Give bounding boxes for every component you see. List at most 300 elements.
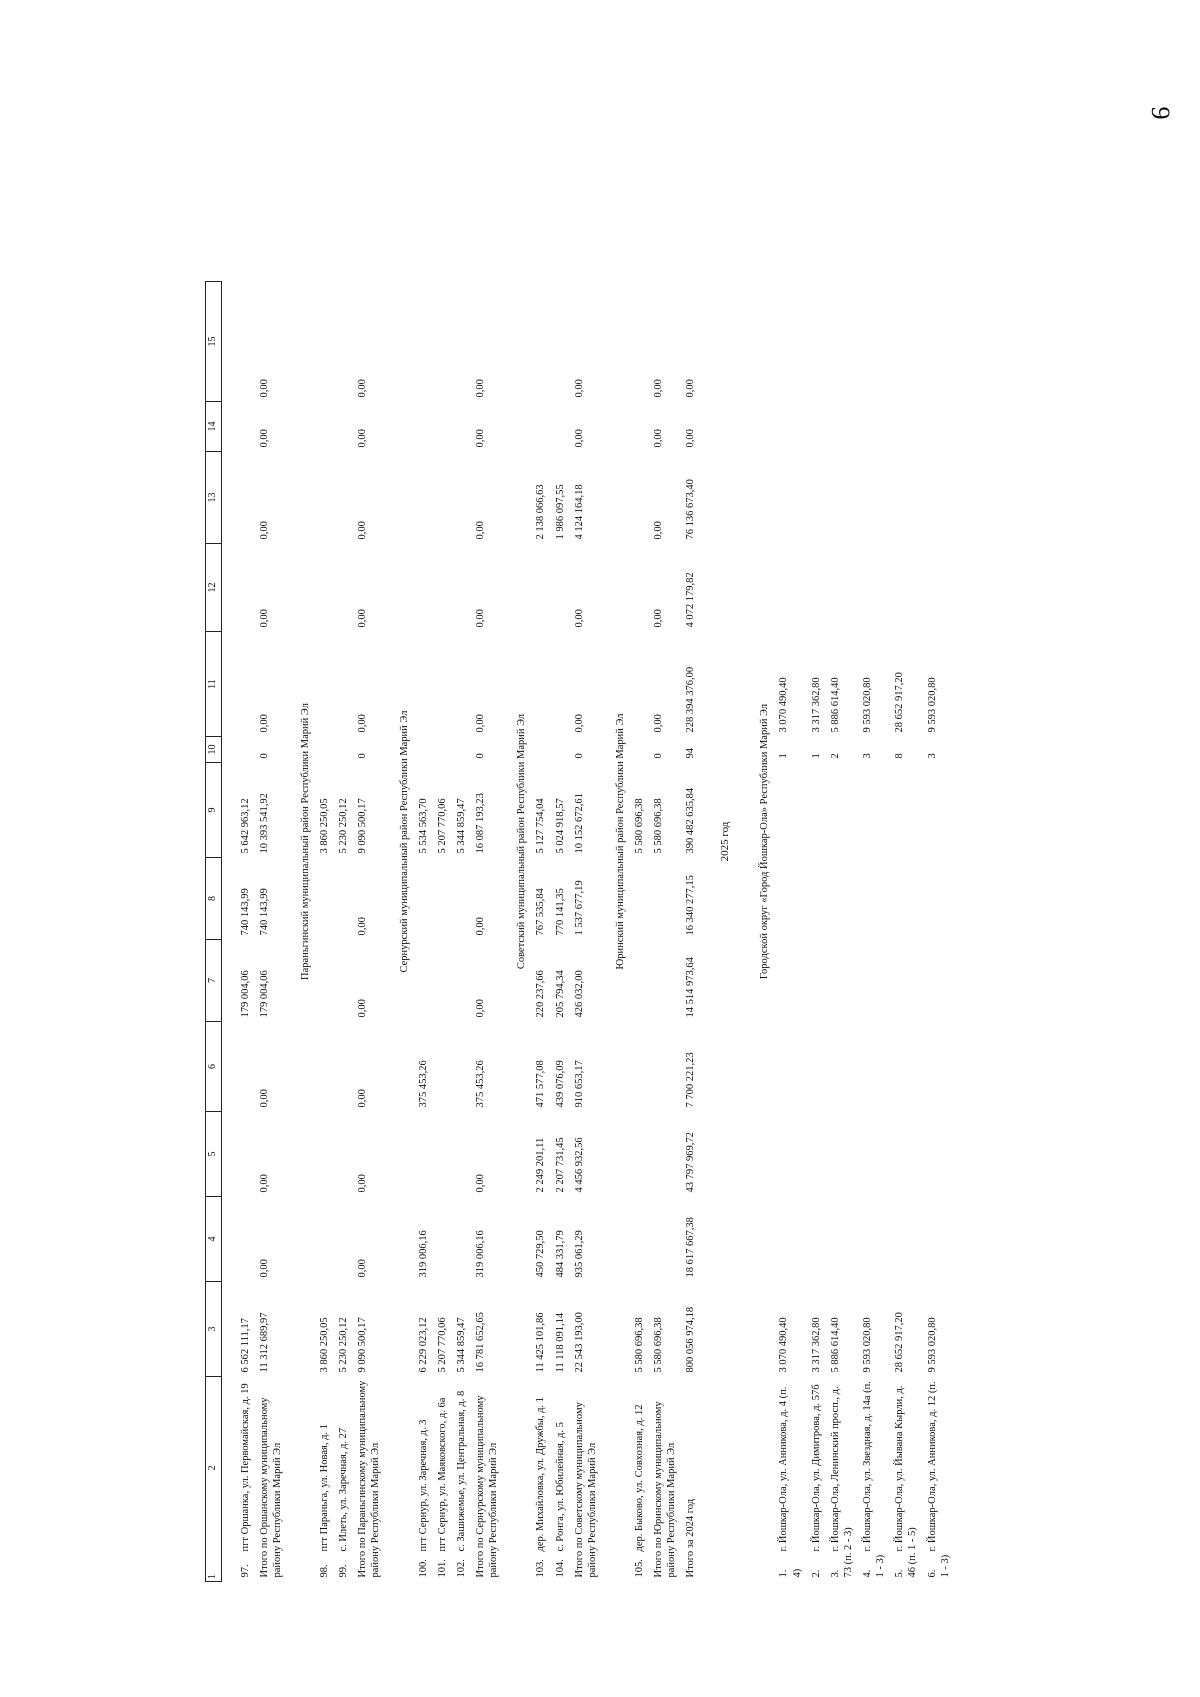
value-cell-col-6: 7 700 221,23: [685, 1052, 697, 1108]
address-cell: Итого за 2024 год: [685, 1498, 697, 1578]
value-cell-col-8: [923, 858, 955, 940]
value-cell-col-11: 9 593 020,80: [926, 677, 938, 733]
address-cell: [414, 1377, 433, 1582]
header-cell: 15: [206, 282, 222, 402]
spacer-cell: [221, 102, 236, 1582]
value-cell-col-4: [858, 1197, 890, 1282]
value-cell-col-3: 11 118 091,14: [554, 1312, 566, 1373]
column-number-header: [206, 102, 222, 1582]
value-cell-col-11: [334, 632, 353, 737]
value-cell-col-8: 16 340 277,15: [685, 875, 697, 936]
year-heading: 2025 год: [718, 821, 731, 862]
value-cell-col-15: [807, 282, 826, 402]
table-row: [774, 102, 806, 1582]
value-cell-col-14: 0,00: [357, 429, 369, 448]
address-text: г. Йошкар-Ола, Ленинский просп., д. 73 (п. 2 - 3): [829, 1386, 854, 1578]
value-cell-col-13: 1 986 097,55: [554, 484, 566, 540]
address-text: с. Ронга, ул. Юбилейная, д. 5: [554, 1422, 566, 1552]
value-cell-col-14: [531, 402, 550, 452]
address-text: пгт Оршанка, ул. Первомайская, д. 19: [239, 1383, 251, 1552]
value-cell-col-6: 439 076,09: [554, 1060, 566, 1108]
value-cell-col-8: 0,00: [475, 917, 486, 936]
value-cell-col-13: [923, 452, 955, 544]
section-heading-row: [386, 102, 414, 1582]
header-cell: 5: [206, 1112, 222, 1197]
value-cell-col-9: 390 482 635,84: [685, 787, 697, 854]
value-cell-col-11: 3 070 490,40: [778, 677, 790, 733]
value-cell-col-11: [551, 632, 570, 737]
value-cell-col-13: 0,00: [357, 521, 369, 540]
value-cell-col-7: [334, 940, 353, 1022]
value-cell-col-9: 16 087 193,23: [475, 793, 486, 854]
value-cell-col-4: [315, 1197, 334, 1282]
value-cell-col-8: [630, 858, 649, 940]
value-cell-col-3: 3 860 250,05: [319, 1317, 330, 1373]
value-cell-col-10: [531, 737, 550, 763]
value-cell-col-10: 0: [475, 753, 486, 759]
address-text: дер. Михайловка, ул. Дружбы, д. 1: [535, 1397, 547, 1552]
row-number: 2.: [810, 1569, 822, 1578]
value-cell-col-11: 0,00: [357, 714, 369, 733]
table-row: [890, 102, 922, 1582]
address-text: с. Илеть, ул. Заречная, д. 27: [338, 1427, 350, 1552]
table-row: [531, 102, 550, 1582]
address-text: дер. Быково, ул. Совхозная, д. 12: [634, 1404, 645, 1552]
value-cell-col-12: 0,00: [475, 609, 486, 628]
value-cell-col-12: 0,00: [258, 609, 270, 628]
value-cell-col-8: [452, 858, 471, 940]
address-cell: [452, 1377, 471, 1582]
value-cell-col-15: [890, 282, 922, 402]
value-cell-col-3: 5 230 250,12: [338, 1317, 350, 1373]
row-number: 6.: [926, 1569, 938, 1578]
value-cell-col-13: 0,00: [653, 521, 665, 540]
value-cell-col-6: [433, 1022, 452, 1112]
value-cell-col-12: [826, 544, 858, 632]
total-row: [353, 102, 385, 1582]
value-cell-col-13: 76 136 673,40: [685, 479, 697, 540]
value-cell-col-5: 4 456 932,56: [573, 1137, 585, 1193]
value-cell-col-7: [826, 940, 858, 1022]
total-row: [681, 102, 700, 1582]
value-cell-col-6: 375 453,26: [475, 1060, 486, 1108]
value-cell-col-15: [531, 282, 550, 402]
register-table: [205, 102, 955, 1583]
value-cell-col-12: [334, 544, 353, 632]
value-cell-col-7: [414, 940, 433, 1022]
value-cell-col-3: 9 593 020,80: [862, 1317, 873, 1373]
value-cell-col-14: [923, 402, 955, 452]
value-cell-col-12: 0,00: [357, 609, 369, 628]
value-cell-col-14: [858, 402, 890, 452]
header-cell: 13: [206, 452, 222, 544]
address-text: г. Йошкар-Ола, ул. Звездная, д. 14а (п. 1 - 3): [862, 1381, 887, 1578]
value-cell-col-14: [315, 402, 334, 452]
value-cell-col-10: [236, 737, 255, 763]
value-cell-col-12: [551, 544, 570, 632]
row-number: 3.: [829, 1569, 841, 1578]
value-cell-col-5: [630, 1112, 649, 1197]
value-cell-col-6: 0,00: [258, 1089, 270, 1108]
address-text: г. Йошкар-Ола, ул. Анникова, д. 4 (п. 4): [778, 1386, 803, 1578]
value-cell-col-5: 2 249 201,11: [535, 1137, 547, 1193]
value-cell-col-8: [807, 858, 826, 940]
value-cell-col-3: 28 652 917,20: [894, 1312, 906, 1373]
table-row: [433, 102, 452, 1582]
value-cell-col-7: [923, 940, 955, 1022]
value-cell-col-5: [923, 1112, 955, 1197]
table-row: [807, 102, 826, 1582]
address-cell: Итого по Параньгинскому муниципальному району Республики Марий Эл: [357, 1380, 382, 1578]
value-cell-col-12: [774, 544, 806, 632]
address-cell: Итого по Юринскому муниципальному району Республики Марий Эл: [653, 1401, 678, 1578]
header-cell-1-2: [206, 1377, 222, 1582]
value-cell-col-14: 0,00: [653, 429, 665, 448]
value-cell-col-7: [649, 940, 681, 1022]
row-number: 98.: [319, 1564, 330, 1578]
section-title: Советский муниципальный район Республики Марий Эл: [516, 713, 528, 970]
value-cell-col-11: 9 593 020,80: [862, 677, 873, 733]
row-number: 100.: [417, 1559, 429, 1578]
value-cell-col-13: 2 138 066,63: [535, 484, 547, 540]
section-heading-row: [746, 102, 774, 1582]
value-cell-col-6: 375 453,26: [417, 1060, 429, 1108]
value-cell-col-4: 0,00: [258, 1259, 270, 1278]
value-cell-col-4: [433, 1197, 452, 1282]
value-cell-col-9: [858, 763, 890, 858]
value-cell-col-15: [452, 282, 471, 402]
address-cell: [334, 1377, 353, 1582]
value-cell-col-8: [774, 858, 806, 940]
value-cell-col-5: [452, 1112, 471, 1197]
row-number: 104.: [554, 1559, 566, 1578]
total-row: [649, 102, 681, 1582]
row-number: 4.: [862, 1569, 873, 1578]
value-cell-col-9: 10 152 672,61: [573, 793, 585, 854]
value-cell-col-12: [531, 544, 550, 632]
value-cell-col-7: 426 032,00: [573, 970, 585, 1018]
address-cell: [531, 1377, 550, 1582]
value-cell-col-8: [890, 858, 922, 940]
value-cell-col-9: 5 534 563,70: [417, 798, 429, 854]
value-cell-col-4: 935 061,29: [573, 1230, 585, 1278]
value-cell-col-7: 0,00: [475, 999, 486, 1018]
value-cell-col-12: 0,00: [573, 609, 585, 628]
value-cell-col-9: 3 860 250,05: [319, 798, 330, 854]
value-cell-col-5: [774, 1112, 806, 1197]
value-cell-col-5: 0,00: [475, 1174, 486, 1193]
value-cell-col-14: 0,00: [258, 429, 270, 448]
value-cell-col-5: [236, 1112, 255, 1197]
value-cell-col-13: 0,00: [475, 521, 486, 540]
rotated-table-container: [205, 102, 1085, 1582]
value-cell-col-14: [807, 402, 826, 452]
value-cell-col-11: [315, 632, 334, 737]
value-cell-col-3: 6 229 023,12: [417, 1317, 429, 1373]
value-cell-col-10: 3: [862, 753, 873, 759]
value-cell-col-7: [315, 940, 334, 1022]
value-cell-col-11: [531, 632, 550, 737]
value-cell-col-5: [649, 1112, 681, 1197]
value-cell-col-10: 8: [894, 753, 906, 759]
value-cell-col-8: [334, 858, 353, 940]
value-cell-col-4: 18 617 667,38: [685, 1217, 697, 1278]
header-cell: 7: [206, 940, 222, 1022]
value-cell-col-12: [452, 544, 471, 632]
table-row: [315, 102, 334, 1582]
address-cell: [826, 1377, 858, 1582]
address-cell: [858, 1377, 890, 1582]
value-cell-col-10: [452, 737, 471, 763]
address-cell: [315, 1377, 334, 1582]
value-cell-col-13: [890, 452, 922, 544]
header-cell: 2: [207, 1465, 218, 1471]
value-cell-col-11: 0,00: [573, 714, 585, 733]
value-cell-col-10: 3: [926, 753, 938, 759]
section-title: Параньгинский муниципальный район Республики Марий Эл: [299, 703, 311, 980]
value-cell-col-7: [858, 940, 890, 1022]
value-cell-col-9: [923, 763, 955, 858]
value-cell-col-8: [649, 858, 681, 940]
value-cell-col-12: 0,00: [653, 609, 665, 628]
value-cell-col-15: [551, 282, 570, 402]
header-cell: 9: [206, 763, 222, 858]
table-row: [236, 102, 255, 1582]
value-cell-col-14: [630, 402, 649, 452]
value-cell-col-11: [414, 632, 433, 737]
value-cell-col-3: 16 781 652,65: [475, 1312, 486, 1373]
value-cell-col-14: [452, 402, 471, 452]
value-cell-col-10: 2: [829, 753, 841, 759]
table-row: [923, 102, 955, 1582]
value-cell-col-8: [315, 858, 334, 940]
table-row: [551, 102, 570, 1582]
value-cell-col-12: [630, 544, 649, 632]
value-cell-col-7: 0,00: [357, 999, 369, 1018]
value-cell-col-3: 9 593 020,80: [926, 1317, 938, 1373]
section-title: Городской округ «Город Йошкар-Ола» Республики Марий Эл: [759, 703, 771, 980]
value-cell-col-8: 740 143,99: [239, 888, 251, 936]
value-cell-col-11: [433, 632, 452, 737]
value-cell-col-15: [826, 282, 858, 402]
value-cell-col-3: 9 090 500,17: [357, 1317, 369, 1373]
value-cell-col-4: [774, 1197, 806, 1282]
address-cell: [923, 1377, 955, 1582]
value-cell-col-15: 0,00: [685, 379, 697, 398]
value-cell-col-15: [334, 282, 353, 402]
value-cell-col-13: 4 124 164,18: [573, 484, 585, 540]
value-cell-col-8: 767 535,84: [535, 888, 547, 936]
value-cell-col-6: [649, 1022, 681, 1112]
value-cell-col-5: [433, 1112, 452, 1197]
value-cell-col-6: 0,00: [357, 1089, 369, 1108]
value-cell-col-14: [826, 402, 858, 452]
header-cell: 6: [206, 1022, 222, 1112]
value-cell-col-3: 5 344 859,47: [455, 1317, 467, 1373]
address-cell: [807, 1377, 826, 1582]
value-cell-col-15: [236, 282, 255, 402]
value-cell-col-10: 0: [573, 753, 585, 759]
value-cell-col-13: 0,00: [258, 521, 270, 540]
value-cell-col-7: [433, 940, 452, 1022]
value-cell-col-4: [334, 1197, 353, 1282]
row-number: 105.: [634, 1559, 645, 1578]
value-cell-col-4: [826, 1197, 858, 1282]
value-cell-col-4: [923, 1197, 955, 1282]
table-row: [858, 102, 890, 1582]
value-cell-col-6: [452, 1022, 471, 1112]
value-cell-col-9: [826, 763, 858, 858]
value-cell-col-9: 9 090 500,17: [357, 798, 369, 854]
value-cell-col-7: 205 794,34: [554, 970, 566, 1018]
value-cell-col-13: [334, 452, 353, 544]
value-cell-col-15: [923, 282, 955, 402]
value-cell-col-4: [630, 1197, 649, 1282]
header-cell: 14: [206, 402, 222, 452]
value-cell-col-7: [452, 940, 471, 1022]
value-cell-col-8: 740 143,99: [258, 888, 270, 936]
value-cell-col-10: [315, 737, 334, 763]
value-cell-col-15: [630, 282, 649, 402]
value-cell-col-11: 3 317 362,80: [810, 677, 822, 733]
header-cell: 8: [206, 858, 222, 940]
value-cell-col-13: [236, 452, 255, 544]
value-cell-col-5: [858, 1112, 890, 1197]
value-cell-col-14: [551, 402, 570, 452]
value-cell-col-8: 1 537 677,19: [573, 880, 585, 936]
value-cell-col-13: [807, 452, 826, 544]
address-text: пгт Параньга, ул. Новая, д. 1: [319, 1424, 330, 1552]
value-cell-col-10: [334, 737, 353, 763]
value-cell-col-5: [807, 1112, 826, 1197]
value-cell-col-6: [630, 1022, 649, 1112]
value-cell-col-6: [807, 1022, 826, 1112]
value-cell-col-12: [315, 544, 334, 632]
value-cell-col-4: 319 006,16: [417, 1230, 429, 1278]
value-cell-col-5: [826, 1112, 858, 1197]
value-cell-col-9: 5 580 696,38: [653, 798, 665, 854]
value-cell-col-13: [774, 452, 806, 544]
value-cell-col-11: 0,00: [653, 714, 665, 733]
value-cell-col-15: 0,00: [475, 379, 486, 398]
value-cell-col-11: 5 886 614,40: [829, 677, 841, 733]
value-cell-col-9: 5 127 754,04: [535, 798, 547, 854]
value-cell-col-3: 5 886 614,40: [829, 1317, 841, 1373]
value-cell-col-6: [890, 1022, 922, 1112]
value-cell-col-7: 14 514 973,64: [685, 957, 697, 1018]
value-cell-col-11: 0,00: [475, 714, 486, 733]
spacer-row: [221, 102, 236, 1582]
value-cell-col-7: 179 004,06: [258, 970, 270, 1018]
value-cell-col-8: [826, 858, 858, 940]
section-heading-row: [287, 102, 315, 1582]
value-cell-col-8: 770 141,35: [554, 888, 566, 936]
header-cell: 4: [206, 1197, 222, 1282]
address-cell: [551, 1377, 570, 1582]
section-title: Сернурский муниципальный район Республики Марий Эл: [398, 710, 410, 973]
value-cell-col-4: [649, 1197, 681, 1282]
value-cell-col-6: [334, 1022, 353, 1112]
value-cell-col-9: [890, 763, 922, 858]
value-cell-col-8: [414, 858, 433, 940]
value-cell-col-9: 5 207 770,06: [436, 798, 448, 854]
value-cell-col-9: 5 024 918,57: [554, 798, 566, 854]
address-cell: Итого по Сернурскому муниципальному району Республики Марий Эл: [475, 1395, 500, 1578]
value-cell-col-10: 94: [685, 748, 697, 759]
address-text: пгт Сернур, ул. Маяковского, д. 6а: [436, 1397, 448, 1552]
value-cell-col-10: 0: [357, 753, 369, 759]
header-cell: 3: [206, 1282, 222, 1377]
value-cell-col-13: [433, 452, 452, 544]
value-cell-col-6: [236, 1022, 255, 1112]
value-cell-col-8: [433, 858, 452, 940]
value-cell-col-15: [315, 282, 334, 402]
value-cell-col-3: 22 543 193,00: [573, 1312, 585, 1373]
value-cell-col-15: [433, 282, 452, 402]
value-cell-col-15: 0,00: [258, 379, 270, 398]
value-cell-col-11: 0,00: [258, 714, 270, 733]
value-cell-col-6: [923, 1022, 955, 1112]
value-cell-col-7: [630, 940, 649, 1022]
table-row: [414, 102, 433, 1582]
address-text: г. Йошкар-Ола, ул. Йывана Кырли, д. 46 (п. 1 - 5): [894, 1385, 919, 1578]
value-cell-col-15: 0,00: [357, 379, 369, 398]
value-cell-col-10: [414, 737, 433, 763]
value-cell-col-11: [630, 632, 649, 737]
value-cell-col-5: 43 797 969,72: [685, 1132, 697, 1193]
address-cell: Итого по Советскому муниципальному району Республики Марий Эл: [573, 1402, 598, 1578]
row-number: 1.: [778, 1569, 790, 1578]
address-cell: [236, 1377, 255, 1582]
value-cell-col-10: 1: [810, 753, 822, 759]
address-text: г. Йошкар-Ола, ул. Анникова, д. 12 (п. 1 - 3): [926, 1381, 951, 1578]
value-cell-col-15: 0,00: [573, 379, 585, 398]
value-cell-col-14: [334, 402, 353, 452]
row-number: 99.: [338, 1564, 350, 1578]
value-cell-col-11: [452, 632, 471, 737]
value-cell-col-10: [551, 737, 570, 763]
row-number: 97.: [239, 1564, 251, 1578]
total-row: [255, 102, 287, 1582]
value-cell-col-3: 5 207 770,06: [436, 1317, 448, 1373]
value-cell-col-4: 450 729,50: [535, 1230, 547, 1278]
value-cell-col-3: 11 425 101,86: [535, 1312, 547, 1373]
value-cell-col-11: 28 652 917,20: [894, 672, 906, 733]
value-cell-col-6: 471 577,08: [535, 1060, 547, 1108]
value-cell-col-14: 0,00: [475, 429, 486, 448]
value-cell-col-14: [774, 402, 806, 452]
value-cell-col-12: [236, 544, 255, 632]
value-cell-col-13: [452, 452, 471, 544]
value-cell-col-8: [858, 858, 890, 940]
value-cell-col-9: 5 642 963,12: [239, 798, 251, 854]
value-cell-col-3: 800 056 974,18: [685, 1306, 697, 1373]
value-cell-col-12: [807, 544, 826, 632]
value-cell-col-5: [890, 1112, 922, 1197]
address-cell: [774, 1377, 806, 1582]
table-row: [826, 102, 858, 1582]
header-cell: 1: [207, 1574, 218, 1579]
value-cell-col-8: 0,00: [357, 917, 369, 936]
address-text: г. Йошкар-Ола, ул. Димитрова, д. 57б: [810, 1384, 822, 1552]
value-cell-col-11: 228 394 376,00: [685, 666, 697, 733]
value-cell-col-13: [630, 452, 649, 544]
value-cell-col-5: [334, 1112, 353, 1197]
value-cell-col-6: [774, 1022, 806, 1112]
address-text: с. Зашижемье, ул. Центральная, д. 8: [455, 1390, 467, 1552]
value-cell-col-4: 484 331,79: [554, 1230, 566, 1278]
value-cell-col-10: 0: [258, 753, 270, 759]
